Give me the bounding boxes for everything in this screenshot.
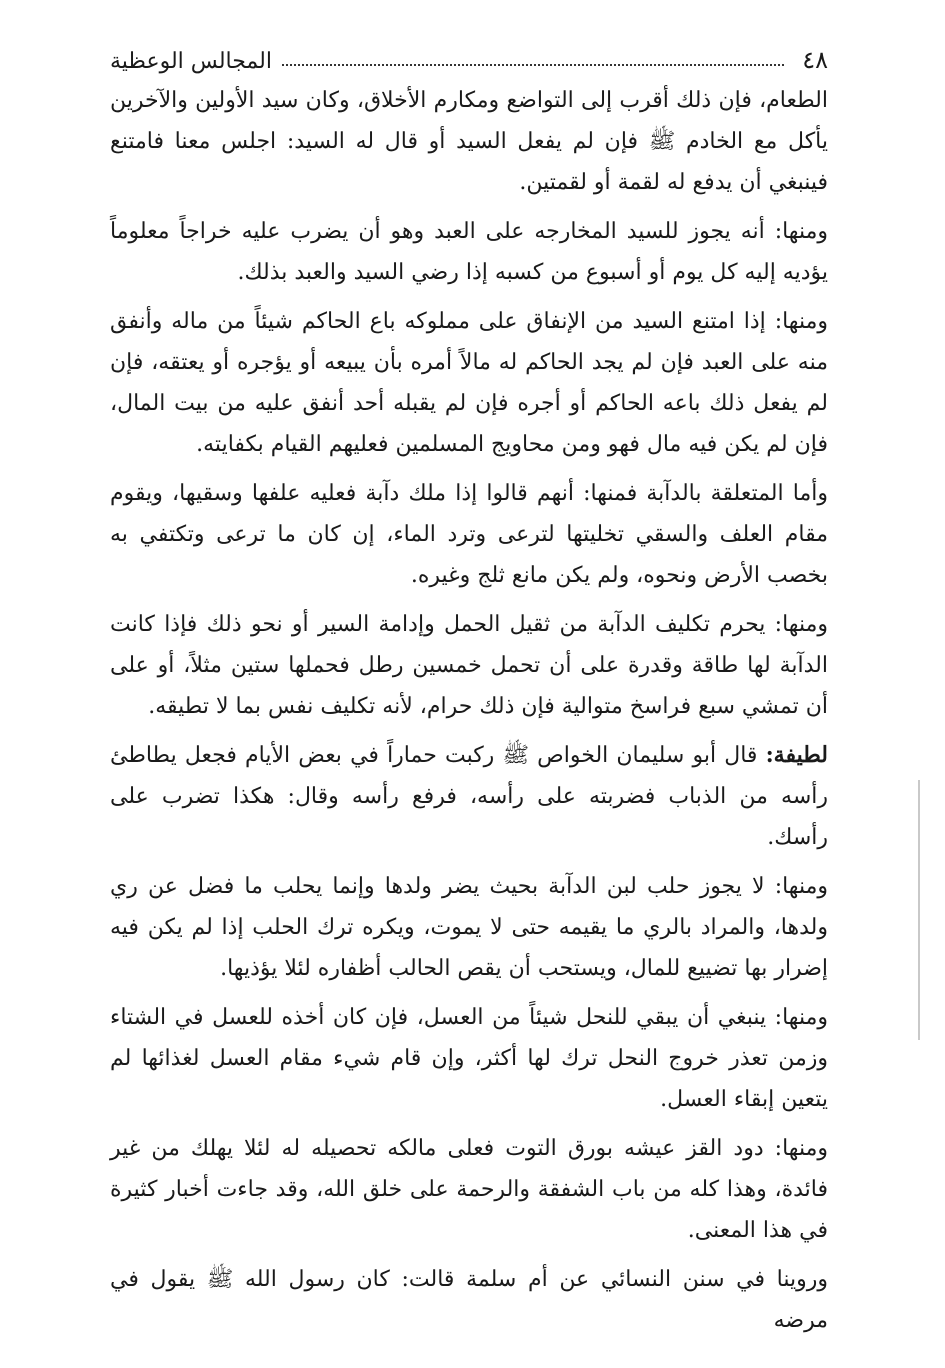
paragraph xyxy=(110,735,828,858)
book-page xyxy=(110,36,828,1333)
header-dotted-leader xyxy=(282,64,784,66)
paragraph xyxy=(110,473,828,596)
paragraph xyxy=(110,1259,828,1341)
page-number: ٤٨ xyxy=(802,46,828,74)
scan-margin-line xyxy=(918,780,920,1040)
paragraph xyxy=(110,604,828,727)
paragraph-text: ومنها: لا يجوز حلب لبن الدآبة بحيث يضر ولدها وإنما يحلب ما فضل عن ري ولدها، والمراد بالري ما يقيمه حتى لا يموت، ويكره ترك الحلب إذا لم يكن فيه إضرار بها تضييع للمال، ويستحب أن يقص الحالب أظفاره لئلا يؤذيها. xyxy=(110,874,828,981)
paragraph-text: ومنها: إذا امتنع السيد من الإنفاق على مملوكه باع الحاكم شيئاً من ماله وأنفق منه على العبد فإن لم يجد الحاكم له مالاً أمره بأن يبيعه أو يؤجره أو يعتقه، فإن لم يفعل ذلك باعه الحاكم أو أجره فإن لم يقبله أحد أنفق عليه من بيت المال، فإن لم يكن فيه مال فهو ومن محاويج المسلمين فعليهم القيام بكفايته. xyxy=(110,309,828,457)
paragraph xyxy=(110,1128,828,1251)
paragraph-text: ومنها: دود القز عيشه بورق التوت فعلى مالكه تحصيله له لئلا يهلك من غير فائدة، وهذا كله من باب الشفقة والرحمة على خلق الله، وقد جاءت أخبار كثيرة في هذا المعنى. xyxy=(110,1136,828,1243)
paragraph-text: ومنها: أنه يجوز للسيد المخارجه على العبد وهو أن يضرب عليه خراجاً معلوماً يؤديه إليه كل يوم أو أسبوع من كسبه إذا رضي السيد والعبد بذلك. xyxy=(110,219,828,285)
paragraph xyxy=(110,301,828,465)
paragraph-text: وأما المتعلقة بالدآبة فمنها: أنهم قالوا إذا ملك دآبة فعليه علفها وسقيها، ويقوم مقام العلف والسقي تخليتها لترعى وترد الماء، إن كان ما ترعى وتكتفي به بخصب الأرض ونحوه، ولم يكن مانع ثلج وغيره. xyxy=(110,481,828,588)
paragraph-text: قال أبو سليمان الخواص ﷺ ركبت حماراً في بعض الأيام فجعل يطاطئ رأسه من الذباب فضربته على رأسه، فرفع رأسه وقال: هكذا تضرب على رأسك. xyxy=(110,743,828,850)
running-title: المجالس الوعظية xyxy=(110,49,272,74)
paragraph-lead-word: لطيفة: xyxy=(765,742,828,768)
paragraph-text: ومنها: ينبغي أن يبقي للنحل شيئاً من العسل، فإن كان أخذه للعسل في الشتاء وزمن تعذر خروج النحل ترك لها أكثر، وإن قام شيء مقام العسل لغذائها لم يتعين إبقاء العسل. xyxy=(110,1005,828,1112)
paragraph xyxy=(110,866,828,989)
paragraph xyxy=(110,997,828,1120)
paragraph-text: ومنها: يحرم تكليف الدآبة من ثقيل الحمل وإدامة السير أو نحو ذلك فإذا كانت الدآبة لها طاقة وقدرة على أن تحمل خمسين رطل فحملها ستين مثلاً، أو على أن تمشي سبع فراسخ متوالية فإن ذلك حرام، لأنه تكليف نفس بما لا تطيقه. xyxy=(110,612,828,719)
page-body xyxy=(110,80,828,1341)
page-header xyxy=(110,36,828,74)
paragraph-text: وروينا في سنن النسائي عن أم سلمة قالت: كان رسول الله ﷺ يقول في مرضه xyxy=(110,1267,828,1333)
paragraph xyxy=(110,211,828,293)
paragraph-text: الطعام، فإن ذلك أقرب إلى التواضع ومكارم الأخلاق، وكان سيد الأولين والآخرين يأكل مع الخادم ﷺ فإن لم يفعل السيد أو قال له السيد: اجلس معنا فامتنع فينبغي أن يدفع له لقمة أو لقمتين. xyxy=(110,88,828,195)
paragraph xyxy=(110,80,828,203)
